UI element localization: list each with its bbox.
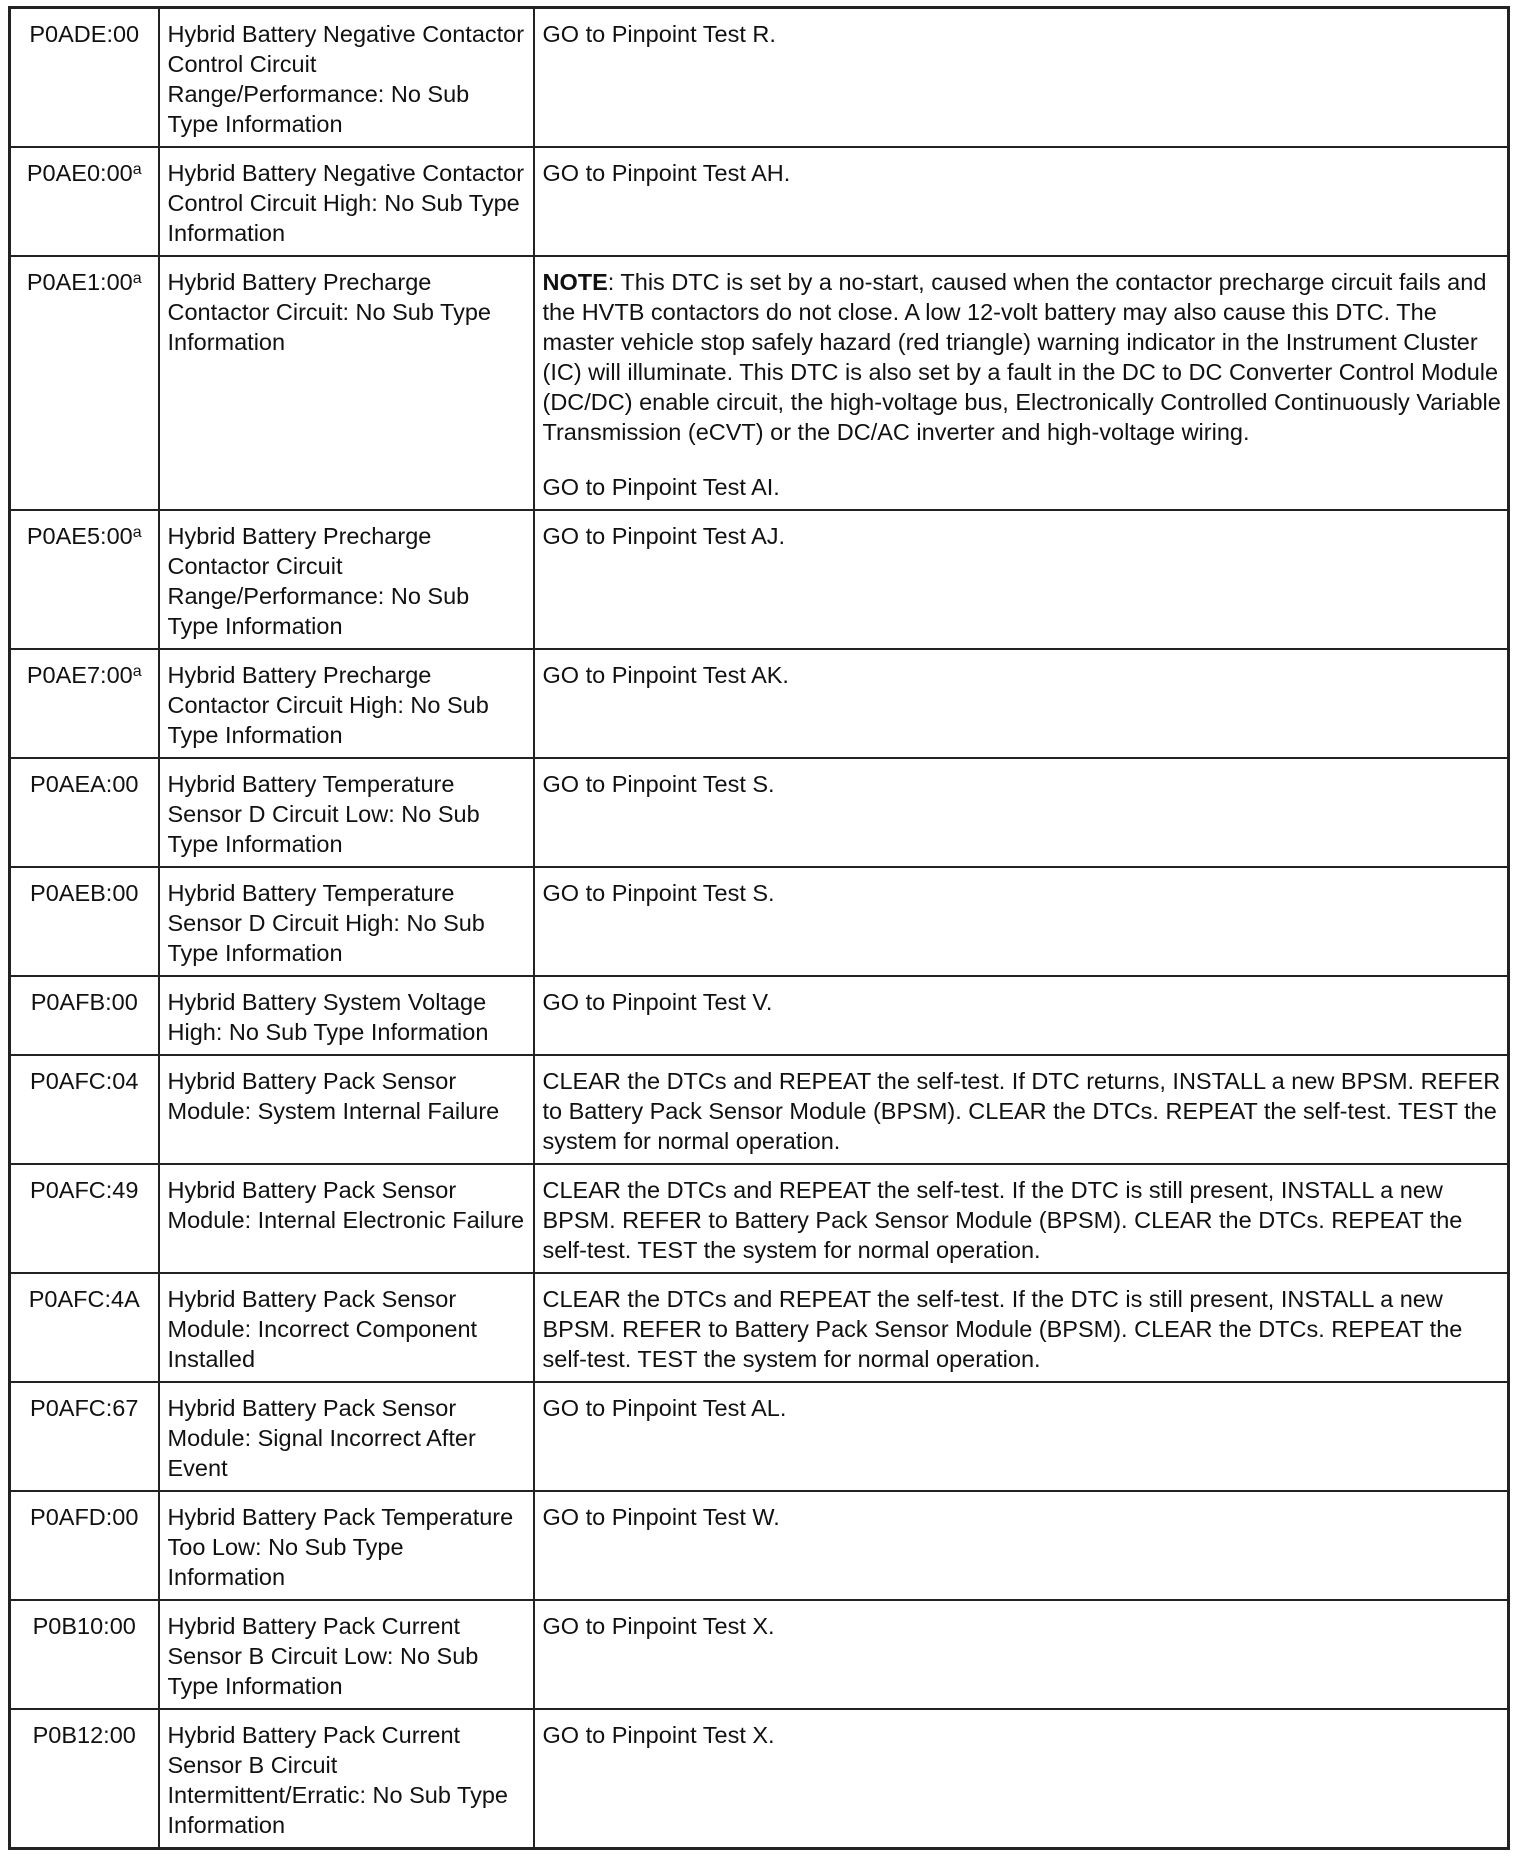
dtc-code-cell	[10, 649, 159, 758]
table-row	[10, 1709, 1509, 1849]
dtc-code-wrap	[29, 1286, 140, 1312]
table-row	[10, 1164, 1509, 1273]
dtc-description: Hybrid Battery Precharge Contactor Circuit Range/Performance: No Sub Type Information	[159, 510, 534, 649]
dtc-description: Hybrid Battery Negative Contactor Control Circuit Range/Performance: No Sub Type Information	[159, 8, 534, 148]
dtc-action-cell	[534, 649, 1509, 758]
table-row	[10, 1273, 1509, 1382]
table-row	[10, 976, 1509, 1055]
dtc-code-cell	[10, 1491, 159, 1600]
table-row	[10, 1382, 1509, 1491]
footnote-marker: a	[132, 270, 142, 287]
action-text: GO to Pinpoint Test S.	[542, 880, 775, 906]
dtc-table-body	[10, 8, 1509, 1849]
dtc-action-cell	[534, 1491, 1509, 1600]
dtc-code: P0AEA:00	[30, 771, 139, 797]
dtc-code-cell	[10, 758, 159, 867]
dtc-code: P0AEB:00	[30, 880, 139, 906]
dtc-action-cell	[534, 867, 1509, 976]
action-text: GO to Pinpoint Test X.	[542, 1613, 775, 1639]
footnote-marker: a	[132, 524, 142, 541]
dtc-action-cell	[534, 510, 1509, 649]
dtc-action-cell	[534, 147, 1509, 256]
table-row	[10, 1491, 1509, 1600]
dtc-code-wrap	[27, 160, 142, 186]
table-row	[10, 649, 1509, 758]
dtc-code-wrap	[31, 989, 138, 1015]
dtc-code: P0ADE:00	[29, 21, 140, 47]
dtc-code: P0B10:00	[32, 1613, 136, 1639]
dtc-description: Hybrid Battery Negative Contactor Control Circuit High: No Sub Type Information	[159, 147, 534, 256]
dtc-code-cell	[10, 147, 159, 256]
action-text: GO to Pinpoint Test AL.	[542, 1395, 787, 1421]
action-text: CLEAR the DTCs and REPEAT the self-test. If the DTC is still present, INSTALL a new BPSM. REFER to Battery Pack Sensor Module (BPSM). CLEAR the DTCs. REPEAT the self-test. TEST the system for normal operation.	[542, 1286, 1463, 1372]
dtc-action-cell	[534, 976, 1509, 1055]
action-text: GO to Pinpoint Test AK.	[542, 662, 789, 688]
dtc-code-cell	[10, 976, 159, 1055]
dtc-action-cell	[534, 1600, 1509, 1709]
table-row	[10, 256, 1509, 510]
dtc-code: P0AE5:00	[26, 523, 133, 549]
dtc-code-wrap	[27, 523, 142, 549]
action-text: GO to Pinpoint Test X.	[542, 1722, 775, 1748]
dtc-code-wrap	[27, 269, 142, 295]
dtc-code-wrap	[33, 1613, 136, 1639]
dtc-code: P0AFC:4A	[28, 1286, 140, 1312]
dtc-code-cell	[10, 1382, 159, 1491]
dtc-code-wrap	[27, 662, 142, 688]
dtc-code-cell	[10, 256, 159, 510]
dtc-action-cell	[534, 1709, 1509, 1849]
dtc-description: Hybrid Battery Temperature Sensor D Circuit Low: No Sub Type Information	[159, 758, 534, 867]
dtc-action-cell	[534, 1055, 1509, 1164]
dtc-code-cell	[10, 8, 159, 148]
dtc-description: Hybrid Battery Pack Temperature Too Low: No Sub Type Information	[159, 1491, 534, 1600]
dtc-description: Hybrid Battery Precharge Contactor Circuit High: No Sub Type Information	[159, 649, 534, 758]
table-row	[10, 147, 1509, 256]
dtc-code-cell	[10, 1709, 159, 1849]
action-text: CLEAR the DTCs and REPEAT the self-test. If DTC returns, INSTALL a new BPSM. REFER to Battery Pack Sensor Module (BPSM). CLEAR the DTCs. REPEAT the self-test. TEST the system for normal operation.	[542, 1068, 1501, 1154]
action-text: CLEAR the DTCs and REPEAT the self-test. If the DTC is still present, INSTALL a new BPSM. REFER to Battery Pack Sensor Module (BPSM). CLEAR the DTCs. REPEAT the self-test. TEST the system for normal operation.	[542, 1177, 1463, 1263]
dtc-code-cell	[10, 867, 159, 976]
dtc-action-cell	[534, 1382, 1509, 1491]
dtc-description: Hybrid Battery Pack Current Sensor B Circuit Low: No Sub Type Information	[159, 1600, 534, 1709]
note-paragraph	[543, 267, 1502, 447]
dtc-code-wrap	[30, 880, 138, 906]
dtc-code: P0AFB:00	[30, 989, 138, 1015]
dtc-action-cell	[534, 1273, 1509, 1382]
dtc-code-cell	[10, 1600, 159, 1709]
table-row	[10, 1055, 1509, 1164]
table-row	[10, 8, 1509, 148]
action-text: GO to Pinpoint Test R.	[542, 21, 776, 47]
action-text: GO to Pinpoint Test V.	[542, 989, 773, 1015]
dtc-code-wrap	[33, 1722, 136, 1748]
dtc-code-cell	[10, 1055, 159, 1164]
table-row	[10, 867, 1509, 976]
dtc-code-wrap	[30, 1504, 138, 1530]
table-row	[10, 758, 1509, 867]
table-row	[10, 510, 1509, 649]
dtc-description: Hybrid Battery Pack Sensor Module: System Internal Failure	[159, 1055, 534, 1164]
dtc-code: P0AFC:04	[30, 1068, 139, 1094]
dtc-code-wrap	[30, 771, 138, 797]
dtc-code-wrap	[30, 1068, 138, 1094]
dtc-table	[8, 6, 1510, 1850]
dtc-description: Hybrid Battery System Voltage High: No Sub Type Information	[159, 976, 534, 1055]
footnote-marker: a	[132, 663, 142, 680]
note-text: : This DTC is set by a no-start, caused when the contactor precharge circuit fails and the HVTB contactors do not close. A low 12-volt battery may also cause this DTC. The master vehicle stop safely hazard (red triangle) warning indicator in the Instrument Cluster (IC) will illuminate. This DTC is also set by a fault in the DC to DC Converter Control Module (DC/DC) enable circuit, the high-voltage bus, Electronically Controlled Continuously Variable Transmission (eCVT) or the DC/AC inverter and high-voltage wiring.	[542, 269, 1501, 445]
dtc-description: Hybrid Battery Pack Sensor Module: Incorrect Component Installed	[159, 1273, 534, 1382]
dtc-code: P0AE1:00	[26, 269, 133, 295]
dtc-action-cell	[534, 8, 1509, 148]
action-text: GO to Pinpoint Test AJ.	[542, 523, 786, 549]
dtc-code: P0AE7:00	[26, 662, 133, 688]
dtc-description: Hybrid Battery Precharge Contactor Circuit: No Sub Type Information	[159, 256, 534, 510]
action-text: GO to Pinpoint Test W.	[542, 1504, 780, 1530]
dtc-code: P0B12:00	[32, 1722, 136, 1748]
dtc-code-cell	[10, 1273, 159, 1382]
dtc-action-cell	[534, 256, 1509, 510]
table-row	[10, 1600, 1509, 1709]
dtc-action-cell	[534, 758, 1509, 867]
dtc-code-cell	[10, 1164, 159, 1273]
dtc-code-cell	[10, 510, 159, 649]
dtc-description: Hybrid Battery Pack Sensor Module: Signal Incorrect After Event	[159, 1382, 534, 1491]
dtc-code: P0AE0:00	[26, 160, 133, 186]
dtc-code: P0AFC:67	[30, 1395, 139, 1421]
dtc-code-wrap	[29, 21, 139, 47]
footnote-marker: a	[132, 161, 142, 178]
action-text: GO to Pinpoint Test S.	[542, 771, 775, 797]
dtc-description: Hybrid Battery Temperature Sensor D Circuit High: No Sub Type Information	[159, 867, 534, 976]
dtc-description: Hybrid Battery Pack Sensor Module: Internal Electronic Failure	[159, 1164, 534, 1273]
dtc-code: P0AFC:49	[30, 1177, 139, 1203]
action-text: GO to Pinpoint Test AH.	[542, 160, 791, 186]
action-text: GO to Pinpoint Test AI.	[542, 474, 780, 500]
note-label: NOTE	[542, 269, 608, 295]
dtc-code: P0AFD:00	[30, 1504, 139, 1530]
dtc-description: Hybrid Battery Pack Current Sensor B Circuit Intermittent/Erratic: No Sub Type Information	[159, 1709, 534, 1849]
dtc-action-cell	[534, 1164, 1509, 1273]
dtc-code-wrap	[30, 1177, 138, 1203]
dtc-code-wrap	[30, 1395, 138, 1421]
